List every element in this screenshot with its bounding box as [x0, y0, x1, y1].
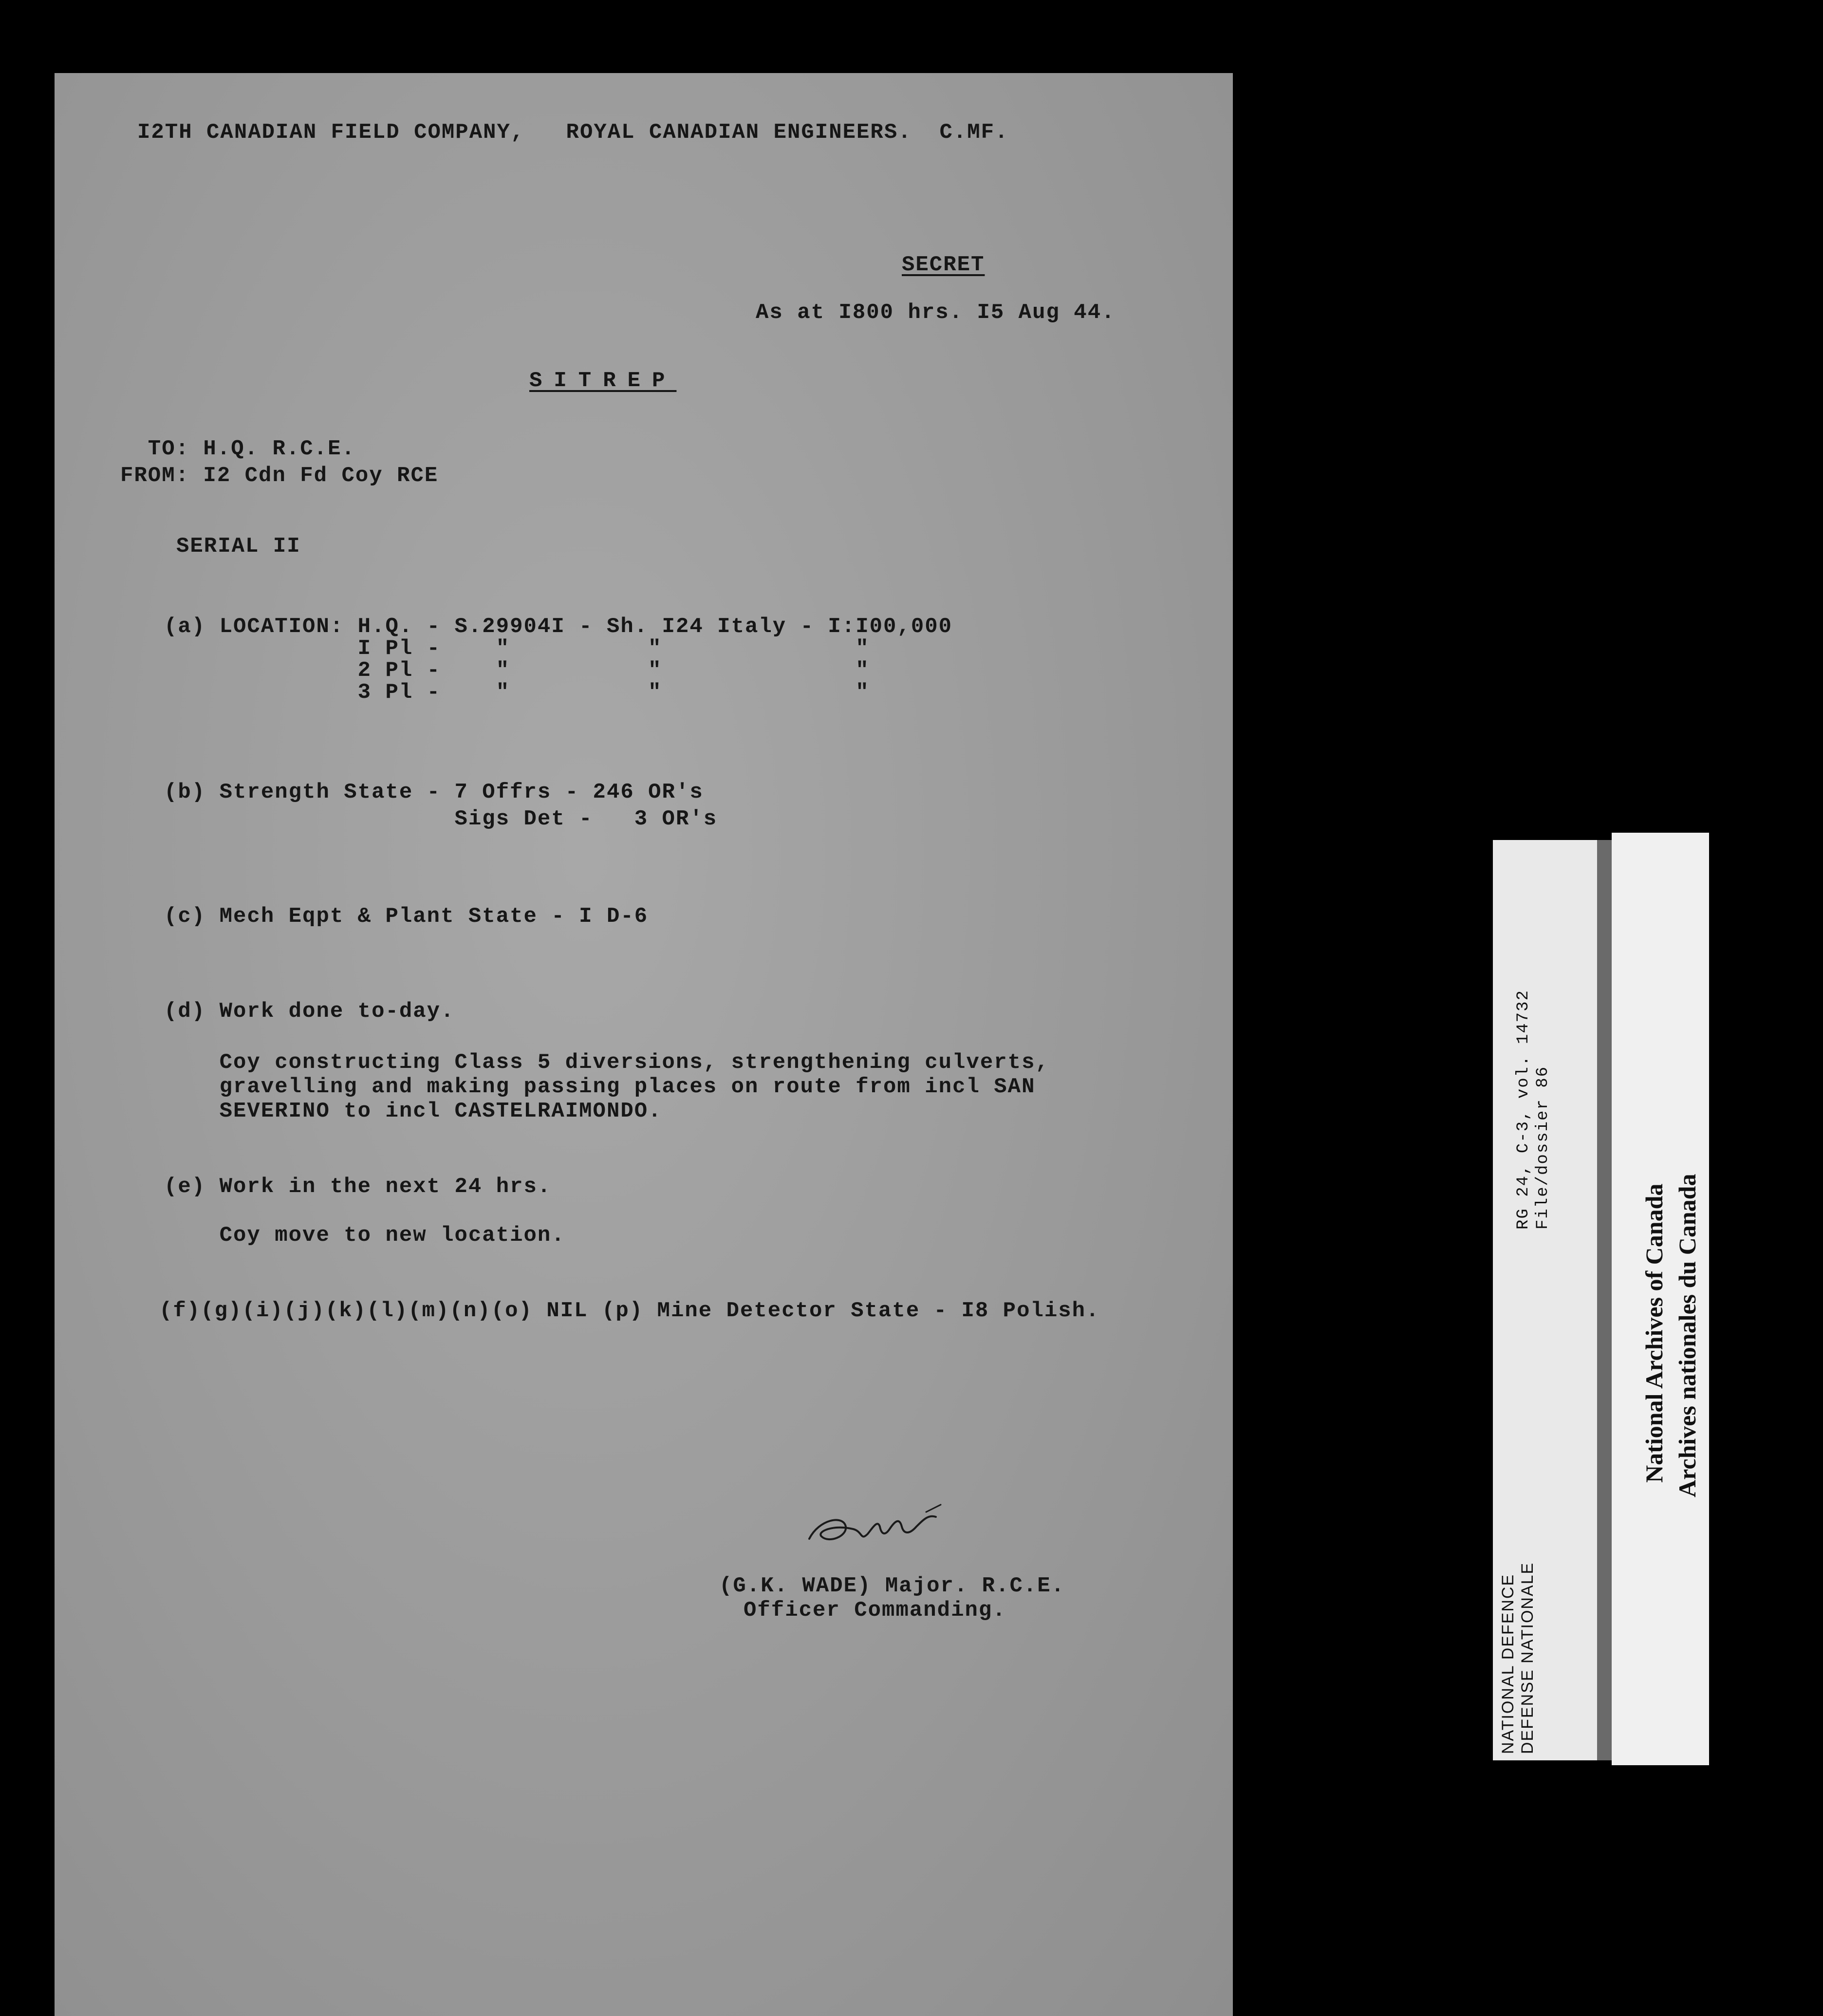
location-line-3pl: 3 Pl - " " ": [164, 680, 870, 705]
archive-label-divider: [1597, 840, 1612, 1760]
serial-line: SERIAL II: [176, 534, 301, 559]
mech-eqpt-line: (c) Mech Eqpt & Plant State - I D-6: [164, 904, 649, 929]
work-next-heading: (e) Work in the next 24 hrs.: [164, 1175, 552, 1199]
as-at-line: As at I800 hrs. I5 Aug 44.: [756, 300, 1116, 325]
location-line-hq: (a) LOCATION: H.Q. - S.29904I - Sh. I24 Italy - I:I00,000: [164, 615, 953, 639]
document-page: [55, 73, 1233, 2016]
archive-reference-line-2: File/dossier 86: [1534, 1065, 1552, 1230]
classification-marking: SECRET: [902, 253, 985, 277]
signatory-title: Officer Commanding.: [744, 1598, 1006, 1623]
signatory-name: (G.K. WADE) Major. R.C.E.: [719, 1574, 1065, 1598]
document-title: SITREP: [529, 369, 677, 393]
nil-mine-detector-line: (f)(g)(i)(j)(k)(l)(m)(n)(o) NIL (p) Mine Detector State - I8 Polish.: [159, 1299, 1100, 1323]
strength-line-2: Sigs Det - 3 OR's: [164, 807, 718, 831]
archive-reference-line-1: RG 24, C-3, vol. 14732: [1514, 989, 1533, 1230]
archives-nationales-label: Archives nationales du Canada: [1674, 1174, 1701, 1497]
to-line: TO: H.Q. R.C.E.: [120, 437, 355, 461]
letterhead: I2TH CANADIAN FIELD COMPANY, ROYAL CANADIAN ENGINEERS. C.MF.: [137, 120, 1009, 145]
national-archives-label: National Archives of Canada: [1640, 1183, 1668, 1483]
strength-line-1: (b) Strength State - 7 Offrs - 246 OR's: [164, 780, 704, 804]
work-done-line-1: Coy constructing Class 5 diversions, strengthening culverts,: [164, 1050, 1049, 1075]
location-line-2pl: 2 Pl - " " ": [164, 658, 870, 683]
defense-nationale-label: DEFENSE NATIONALE: [1518, 1562, 1537, 1754]
from-line: FROM: I2 Cdn Fd Coy RCE: [120, 464, 439, 488]
work-done-heading: (d) Work done to-day.: [164, 999, 455, 1024]
handwritten-signature: [800, 1500, 975, 1558]
work-done-line-3: SEVERINO to incl CASTELRAIMONDO.: [164, 1099, 662, 1123]
work-next-line: Coy move to new location.: [164, 1223, 565, 1248]
location-line-1pl: I Pl - " " ": [164, 636, 870, 661]
national-defence-label: NATIONAL DEFENCE: [1499, 1573, 1517, 1754]
work-done-line-2: gravelling and making passing places on route from incl SAN: [164, 1075, 1036, 1099]
